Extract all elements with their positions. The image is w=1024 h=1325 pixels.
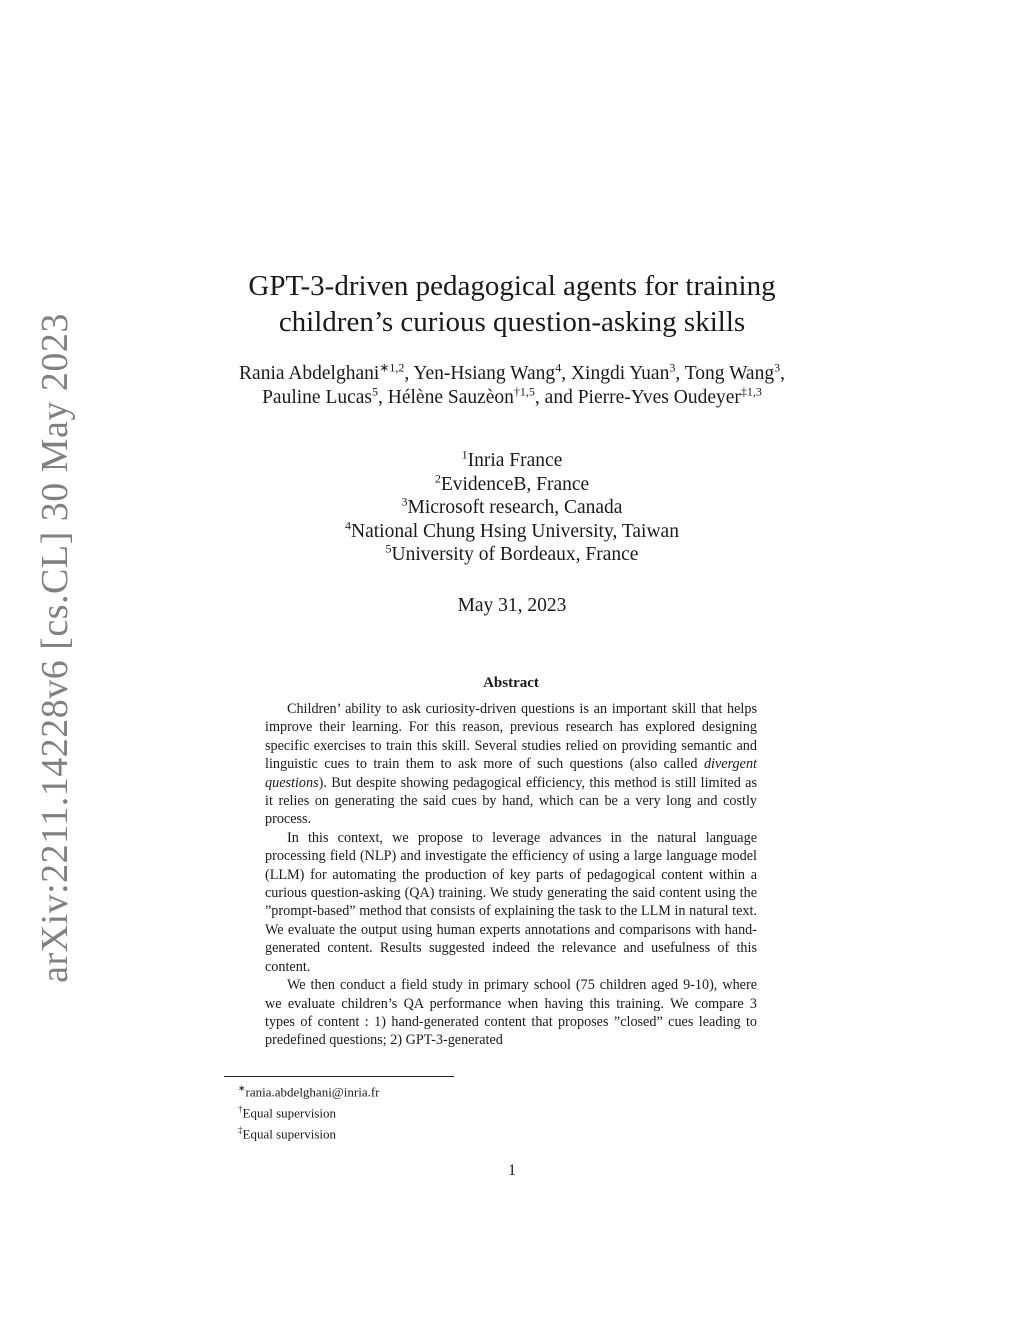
- footnote-text: Equal supervision: [242, 1125, 337, 1141]
- paper-title: [200, 268, 824, 340]
- abstract-paragraph-3: We then conduct a field study in primary school (75 children aged 9-10), where we evaluate children’s QA performance when having this training. We compare 3 types of content : 1) hand-generated content that proposes ”closed” cues leading to predefined questions; 2) GPT-3-generated: [265, 977, 757, 1049]
- author-name: Rania Abdelghani: [239, 363, 380, 384]
- affiliation-number: 5: [385, 541, 392, 556]
- abstract-p1-emphasis: divergent questions: [265, 756, 757, 791]
- affiliation-text: National Chung Hsing University, Taiwan: [351, 520, 679, 542]
- abstract-body: [265, 700, 757, 1050]
- affiliation-number: 1: [461, 447, 468, 462]
- footnote-email: rania.abdelghani@inria.fr: [245, 1084, 380, 1100]
- footnote-mark: ‡: [238, 1124, 243, 1135]
- author-name: Hélène Sauzèon: [387, 387, 514, 408]
- footnote-mark: †: [238, 1103, 243, 1114]
- footnote-item: [238, 1101, 380, 1122]
- footnote-mark: ∗: [238, 1083, 246, 1093]
- affiliation-text: University of Bordeaux, France: [391, 544, 639, 565]
- author-name: Yen-Hsiang Wang: [413, 363, 556, 384]
- affiliation-item: [220, 496, 804, 520]
- author-affiliation-mark: ‡1,3: [740, 384, 762, 399]
- author-separator: ,: [404, 363, 414, 384]
- author-separator: ,: [780, 363, 785, 384]
- footnote-divider: [224, 1076, 454, 1077]
- abstract-p1-text: Children’ ability to ask curiosity-driven questions is an important skill that helps improve their learning. For this reason, previous research has explored designing specific exercises to train this skill. Several studies relied on providing semantic and linguistic cues to train them to ask more of such questions (also called: [265, 701, 757, 773]
- footnote-list: [238, 1080, 380, 1142]
- abstract-heading: Abstract: [483, 675, 539, 691]
- author-name: Xingdi Yuan: [570, 363, 670, 384]
- affiliation-number: 2: [434, 471, 441, 485]
- abstract-paragraph-1: [265, 700, 757, 829]
- affiliation-number: 3: [401, 494, 408, 509]
- affiliation-text: Inria France: [467, 450, 563, 471]
- author-affiliation-mark: 3: [669, 360, 676, 375]
- paper-title-line-1: GPT-3-driven pedagogical agents for training: [248, 270, 776, 302]
- author-name: Pauline Lucas: [262, 387, 373, 408]
- affiliation-item: [220, 520, 804, 544]
- arxiv-identifier-stamp: arXiv:2211.14228v6 [cs.CL] 30 May 2023: [34, 313, 76, 983]
- author-separator: , and: [534, 387, 578, 408]
- footnote-text: Equal supervision: [242, 1105, 337, 1121]
- publication-date: May 31, 2023: [457, 595, 567, 616]
- author-name: Tong Wang: [684, 363, 775, 384]
- footnote-item: [238, 1080, 380, 1101]
- author-separator: ,: [675, 363, 685, 384]
- page-number: 1: [508, 1162, 516, 1179]
- author-separator: ,: [378, 387, 388, 408]
- author-affiliation-mark: ∗1,2: [379, 360, 405, 375]
- affiliation-item: [220, 473, 804, 497]
- affiliation-text: Microsoft research, Canada: [407, 497, 623, 518]
- affiliation-number: 4: [345, 518, 352, 532]
- footnote-item: [238, 1122, 380, 1143]
- paper-title-line-2: children’s curious question-asking skills: [278, 306, 746, 338]
- affiliation-text: EvidenceB, France: [440, 473, 590, 495]
- affiliation-item: [220, 543, 804, 567]
- abstract-paragraph-2: In this context, we propose to leverage advances in the natural language processing field (NLP) and investigate the efficiency of using a large language model (LLM) for automating the production of key parts of pedagogical content within a curious question-asking (QA) training. We study generating the said content using the ”prompt-based” method that consists of explaining the task to the LLM in natural text. We evaluate the output using human experts annotations and comparisons with hand-generated content. Results suggested indeed the relevance and usefulness of this content.: [265, 829, 757, 975]
- affiliation-item: [220, 449, 804, 473]
- author-affiliation-mark: 3: [774, 360, 781, 375]
- author-separator: ,: [561, 363, 571, 384]
- author-affiliation-mark: †1,5: [513, 384, 535, 399]
- author-affiliation-mark: 5: [372, 384, 379, 399]
- author-name: Pierre-Yves Oudeyer: [577, 387, 741, 408]
- author-affiliation-mark: 4: [555, 360, 562, 375]
- author-list: [220, 362, 804, 410]
- abstract-p1-text-end: ). But despite showing pedagogical efficiency, this method is still limited as it relies on generating the said cues by hand, which can be a very long and costly process.: [265, 774, 757, 828]
- affiliation-list: [220, 449, 804, 567]
